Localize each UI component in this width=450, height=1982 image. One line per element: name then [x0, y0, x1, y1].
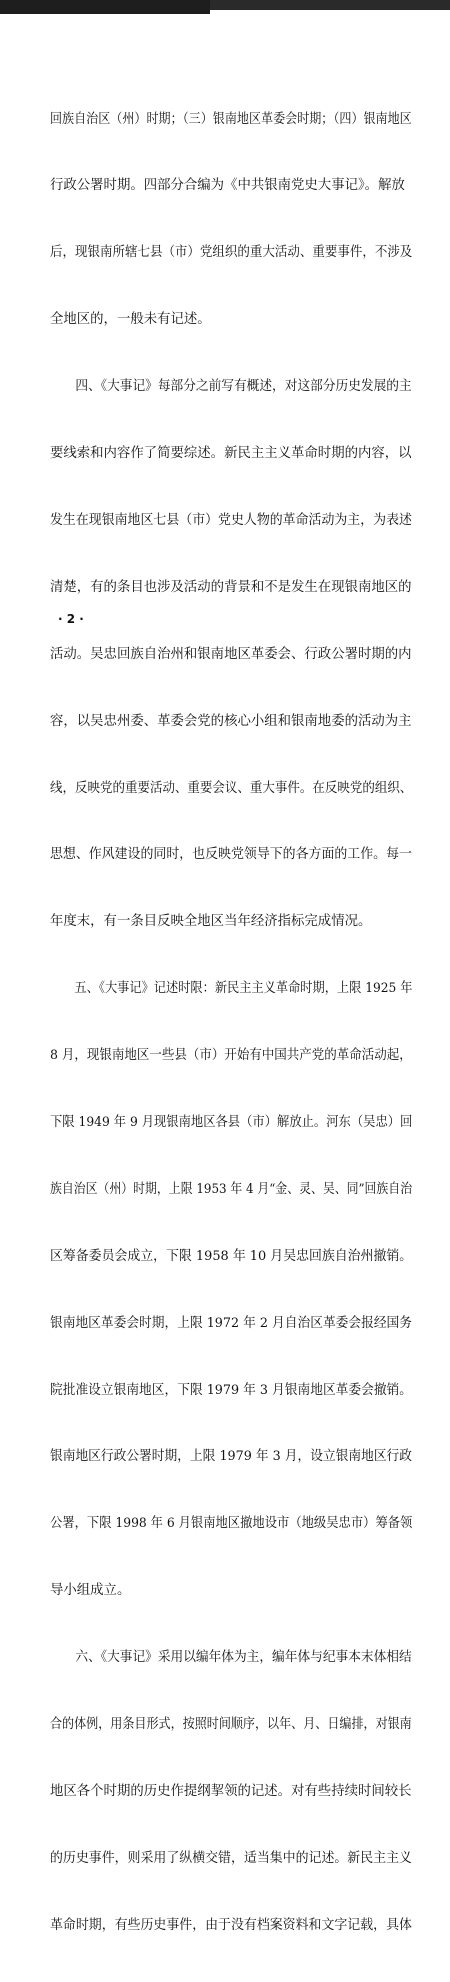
- text-line: 8 月，现银南地区一些县（市）开始有中国共产党的革命活动起，: [50, 1048, 412, 1064]
- text-line: 回族自治区（州）时期；（三）银南地区革委会时期；（四）银南地区: [50, 111, 412, 127]
- document-page: [50, 64, 412, 1982]
- text-line: 合的体例，用条目形式，按照时间顺序，以年、月、日编排，对银南: [50, 1716, 412, 1732]
- text-line: 下限 1949 年 9 月现银南地区各县（市）解放止。河东（吴忠）回: [50, 1114, 413, 1130]
- text-line: 活动。吴忠回族自治州和银南地区革委会、行政公署时期的内: [50, 646, 412, 662]
- text-line: 清楚，有的条目也涉及活动的背景和不是发生在现银南地区的: [50, 579, 412, 595]
- text-line: 年度末，有一条目反映全地区当年经济指标完成情况。: [50, 914, 372, 930]
- text-line: 全地区的，一般未有记述。: [50, 312, 211, 328]
- text-line: 发生在现银南地区七县（市）党史人物的革命活动为主，为表述: [50, 512, 412, 528]
- page-number: · 2 ·: [58, 612, 84, 626]
- text-line: 四、《大事记》每部分之前写有概述，对这部分历史发展的主: [50, 379, 412, 395]
- text-line: 行政公署时期。四部分合编为《中共银南党史大事记》。解放: [50, 178, 405, 194]
- text-line: 的历史事件，则采用了纵横交错，适当集中的记述。新民主主义: [50, 1850, 412, 1866]
- text-line: 区筹备委员会成立，下限 1958 年 10 月吴忠回族自治州撤销。: [50, 1248, 413, 1264]
- text-line: 线，反映党的重要活动、重要会议、重大事件。在反映党的组织、: [50, 780, 413, 796]
- text-line: 思想、作风建设的同时，也反映党领导下的各方面的工作。每一: [50, 847, 412, 863]
- body-text: [50, 64, 412, 1982]
- text-line: 族自治区（州）时期，上限 1953 年 4 月“金、灵、吴、同”回族自治: [50, 1181, 413, 1197]
- text-line: 公署，下限 1998 年 6 月银南地区撤地设市（地级吴忠市）筹备领: [50, 1516, 413, 1532]
- scan-border-corner: [0, 0, 210, 14]
- text-line: 革命时期，有些历史事件，由于没有档案资料和文字记载，具体: [50, 1917, 412, 1933]
- text-line: 银南地区革委会时期，上限 1972 年 2 月自治区革委会报经国务: [50, 1315, 412, 1331]
- text-line: 地区各个时期的历史作提纲挈领的记述。对有些持续时间较长: [50, 1783, 412, 1799]
- text-line: 五、《大事记》记述时限：新民主主义革命时期，上限 1925 年: [50, 981, 413, 997]
- text-line: 导小组成立。: [50, 1583, 131, 1599]
- text-line: 要线索和内容作了简要综述。新民主主义革命时期的内容，以: [50, 446, 412, 462]
- text-line: 银南地区行政公署时期，上限 1979 年 3 月，设立银南地区行政: [50, 1449, 412, 1465]
- text-line: 六、《大事记》采用以编年体为主，编年体与纪事本末体相结: [50, 1650, 412, 1666]
- text-line: 容，以吴忠州委、革委会党的核心小组和银南地委的活动为主: [50, 713, 412, 729]
- text-line: 院批准设立银南地区，下限 1979 年 3 月银南地区革委会撤销。: [50, 1382, 412, 1398]
- text-line: 后，现银南所辖七县（市）党组织的重大活动、重要事件，不涉及: [50, 245, 413, 261]
